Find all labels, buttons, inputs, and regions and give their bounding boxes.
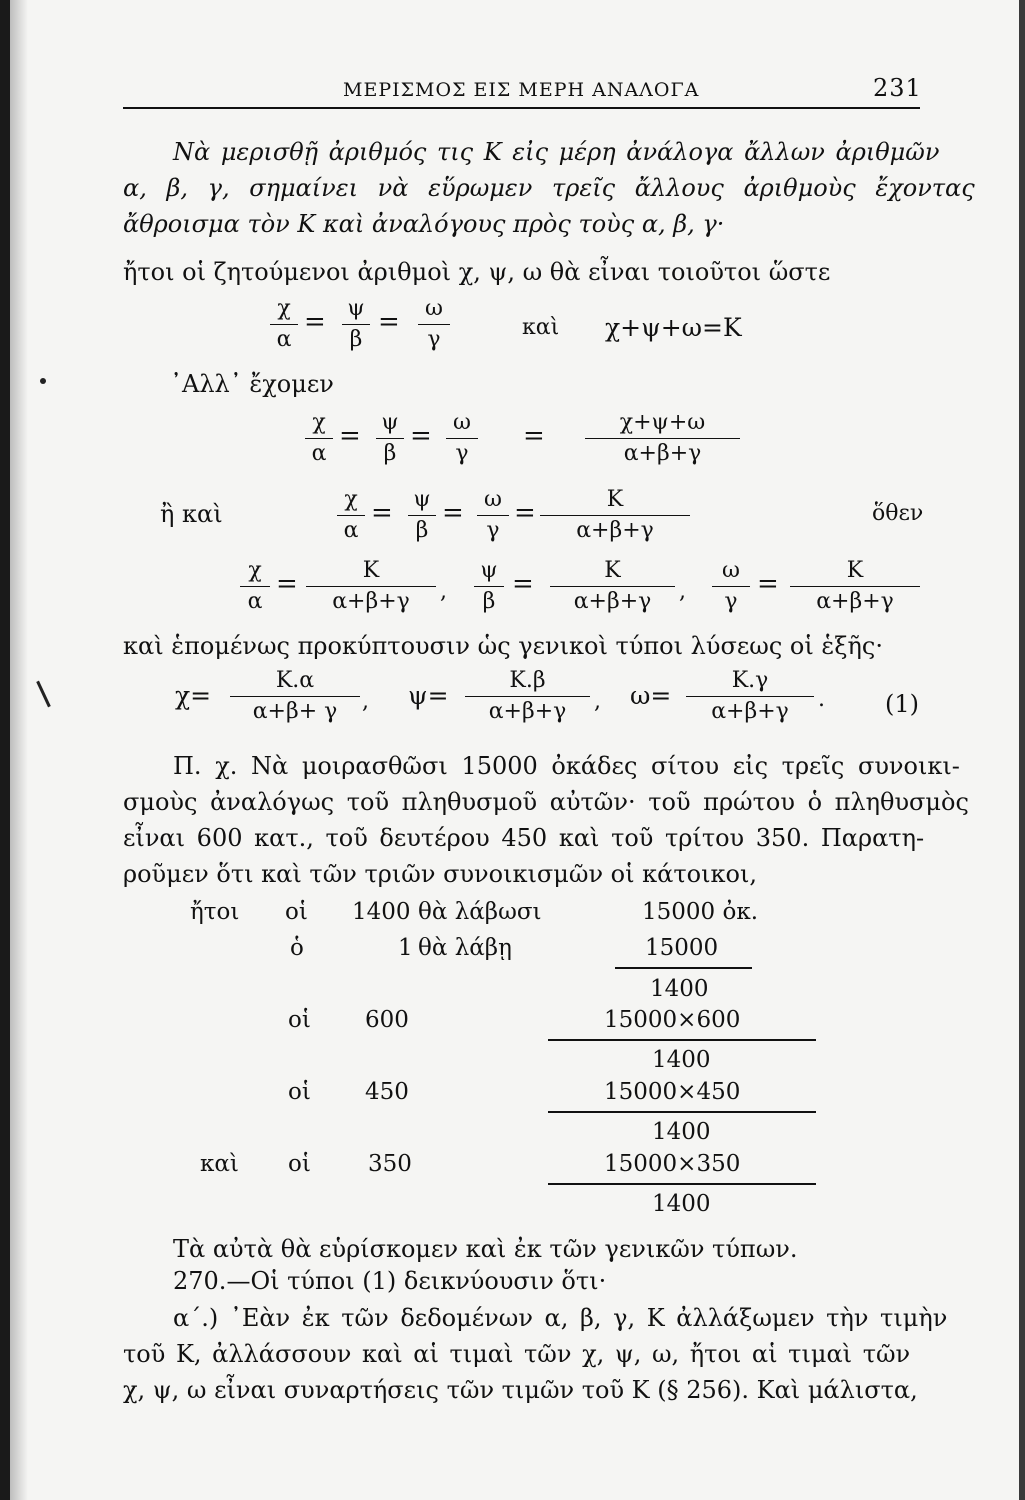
table-row-2-verb: θὰ λάβῃ: [418, 935, 512, 961]
allexomen-text: ᾿Αλλ᾽ ἔχομεν: [170, 370, 334, 398]
formula-x-fraction: $\frac{K.\alpha}{\alpha+\beta+ \gamma}$: [230, 668, 360, 725]
table-row-1-article: οἱ: [285, 899, 308, 925]
intro-line-4: ἤτοι οἱ ζητούμενοι ἀριθμοὶ χ, ψ, ω θὰ εἶναι τοιοῦτοι ὥστε: [123, 258, 831, 286]
page-shadow: [10, 0, 28, 1500]
fraction-psi-beta: $\frac{\psi}{\beta}$: [408, 487, 436, 544]
fraction-x-alpha: $\frac{\chi}{\alpha}$: [240, 558, 270, 615]
table-row-3-count: 600: [365, 1007, 409, 1033]
table-row-5-lead: καὶ: [200, 1151, 239, 1177]
formula-x-lhs: χ=: [175, 681, 212, 710]
table-row-1-lead: ἤτοι: [190, 899, 240, 925]
example-line-3: εἶναι 600 κατ., τοῦ δευτέρου 450 καὶ τοῦ τρίτου 350. Παρατη-: [123, 824, 925, 852]
fraction-sum-over-sum: $\frac{\chi+\psi+\omega}{\alpha+\beta+\gamma}$: [585, 410, 740, 467]
table-row-5-article: οἱ: [288, 1151, 311, 1177]
formula-w-fraction: $\frac{K.\gamma}{\alpha+\beta+\gamma}$: [686, 668, 814, 725]
table-row-4-count: 450: [365, 1079, 409, 1105]
page-binding-edge: [0, 0, 10, 1500]
table-row-1-verb: θὰ λάβωσι: [418, 899, 542, 925]
page-right-edge: [1019, 0, 1025, 1500]
general-formulas-text: καὶ ἑπομένως προκύπτουσιν ὡς γενικοὶ τύποι λύσεως οἱ ἑξῆς·: [123, 632, 883, 660]
fraction-omega-gamma: $\frac{\omega}{\gamma}$: [418, 296, 450, 353]
table-row-4-article: οἱ: [288, 1079, 311, 1105]
sum-equation: χ+ψ+ω=Κ: [605, 313, 742, 342]
table-row-2-denominator: 1400: [650, 976, 709, 1002]
formula-y-fraction: $\frac{K.\beta}{\alpha+\beta+\gamma}$: [465, 668, 590, 725]
fraction-bar: [615, 967, 752, 969]
kai-connector: καὶ: [522, 315, 560, 340]
formula-y-lhs: ψ=: [408, 681, 449, 710]
closing-line-5: χ, ψ, ω εἶναι συναρτήσεις τῶν τιμῶν τοῦ Κ (§ 256). Καὶ μάλιστα,: [123, 1376, 918, 1404]
table-row-3-numerator: 15000×600: [604, 1007, 741, 1033]
fraction-omega-gamma: $\frac{\omega}{\gamma}$: [446, 410, 478, 467]
table-row-4-denominator: 1400: [652, 1119, 711, 1145]
fraction-x-alpha: $\frac{\chi}{\alpha}$: [270, 296, 298, 353]
table-row-1-value: 15000 ὀκ.: [642, 899, 759, 925]
closing-line-3: α΄.) ᾿Εὰν ἐκ τῶν δεδομένων α, β, γ, Κ ἀλλάξωμεν τὴν τιμὴν: [173, 1304, 948, 1332]
closing-line-2: 270.—Οἱ τύποι (1) δεικνύουσιν ὅτι·: [173, 1267, 607, 1295]
fraction-k-over-sum: $\frac{K}{\alpha+\beta+\gamma}$: [540, 487, 690, 544]
i-kai-text: ἢ καὶ: [160, 500, 223, 528]
formula-w-lhs: ω=: [630, 681, 672, 710]
table-row-2-article: ὁ: [290, 935, 304, 961]
table-row-3-denominator: 1400: [652, 1047, 711, 1073]
intro-line-2: α, β, γ, σημαίνει νὰ εὕρωμεν τρεῖς ἄλλους ἀριθμοὺς ἔχοντας: [123, 174, 975, 202]
table-row-1-count: 1400: [352, 899, 411, 925]
fraction-psi-beta: $\frac{\psi}{\beta}$: [342, 296, 370, 353]
example-line-1: Π. χ. Νὰ μοιρασθῶσι 15000 ὀκάδες σίτου εἰς τρεῖς συνοικι-: [173, 752, 960, 780]
table-row-5-numerator: 15000×350: [604, 1151, 741, 1177]
table-row-4-numerator: 15000×450: [604, 1079, 741, 1105]
fraction-k-over-sum: $\frac{K}{\alpha+\beta+\gamma}$: [550, 558, 675, 615]
intro-line-3: ἄθροισμα τὸν Κ καὶ ἀναλόγους πρὸς τοὺς α, β, γ·: [123, 210, 725, 238]
fraction-x-alpha: $\frac{\chi}{\alpha}$: [337, 487, 365, 544]
table-row-3-article: οἱ: [288, 1007, 311, 1033]
fraction-omega-gamma: $\frac{\omega}{\gamma}$: [477, 487, 509, 544]
table-row-2-count: 1: [398, 935, 413, 961]
fraction-psi-beta: $\frac{\psi}{\beta}$: [376, 410, 404, 467]
othen-text: ὅθεν: [872, 501, 924, 526]
fraction-bar: [548, 1111, 816, 1113]
formula-label: (1): [885, 690, 919, 718]
example-line-4: ροῦμεν ὅτι καὶ τῶν τριῶν συνοικισμῶν οἱ κάτοικοι,: [123, 860, 757, 888]
margin-mark: [40, 378, 46, 384]
margin-mark: [36, 681, 51, 708]
fraction-k-over-sum: $\frac{K}{\alpha+\beta+\gamma}$: [790, 558, 920, 615]
page-number: 231: [873, 74, 922, 102]
running-header: ΜΕΡΙΣΜΟΣ ΕΙΣ ΜΕΡΗ ΑΝΑΛΟΓΑ: [343, 79, 700, 101]
fraction-psi-beta: $\frac{\psi}{\beta}$: [474, 558, 504, 615]
fraction-bar: [548, 1039, 816, 1041]
table-row-5-count: 350: [368, 1151, 412, 1177]
fraction-k-over-sum: $\frac{K}{\alpha+\beta+\gamma}$: [306, 558, 436, 615]
closing-line-4: τοῦ Κ, ἀλλάσσουν καὶ αἱ τιμαὶ τῶν χ, ψ, ω, ἤτοι αἱ τιμαὶ τῶν: [123, 1340, 911, 1368]
fraction-x-alpha: $\frac{\chi}{\alpha}$: [305, 410, 333, 467]
fraction-bar: [548, 1183, 816, 1185]
table-row-2-numerator: 15000: [645, 935, 719, 961]
fraction-omega-gamma: $\frac{\omega}{\gamma}$: [712, 558, 750, 615]
header-rule: [123, 107, 920, 109]
closing-line-1: Τὰ αὐτὰ θὰ εὑρίσκομεν καὶ ἐκ τῶν γενικῶν τύπων.: [173, 1235, 798, 1263]
table-row-5-denominator: 1400: [652, 1191, 711, 1217]
example-line-2: σμοὺς ἀναλόγως τοῦ πληθυσμοῦ αὐτῶν· τοῦ πρώτου ὁ πληθυσμὸς: [123, 788, 969, 816]
intro-line-1: Νὰ μερισθῇ ἀριθμός τις Κ εἰς μέρη ἀνάλογα ἄλλων ἀριθμῶν: [173, 138, 940, 166]
